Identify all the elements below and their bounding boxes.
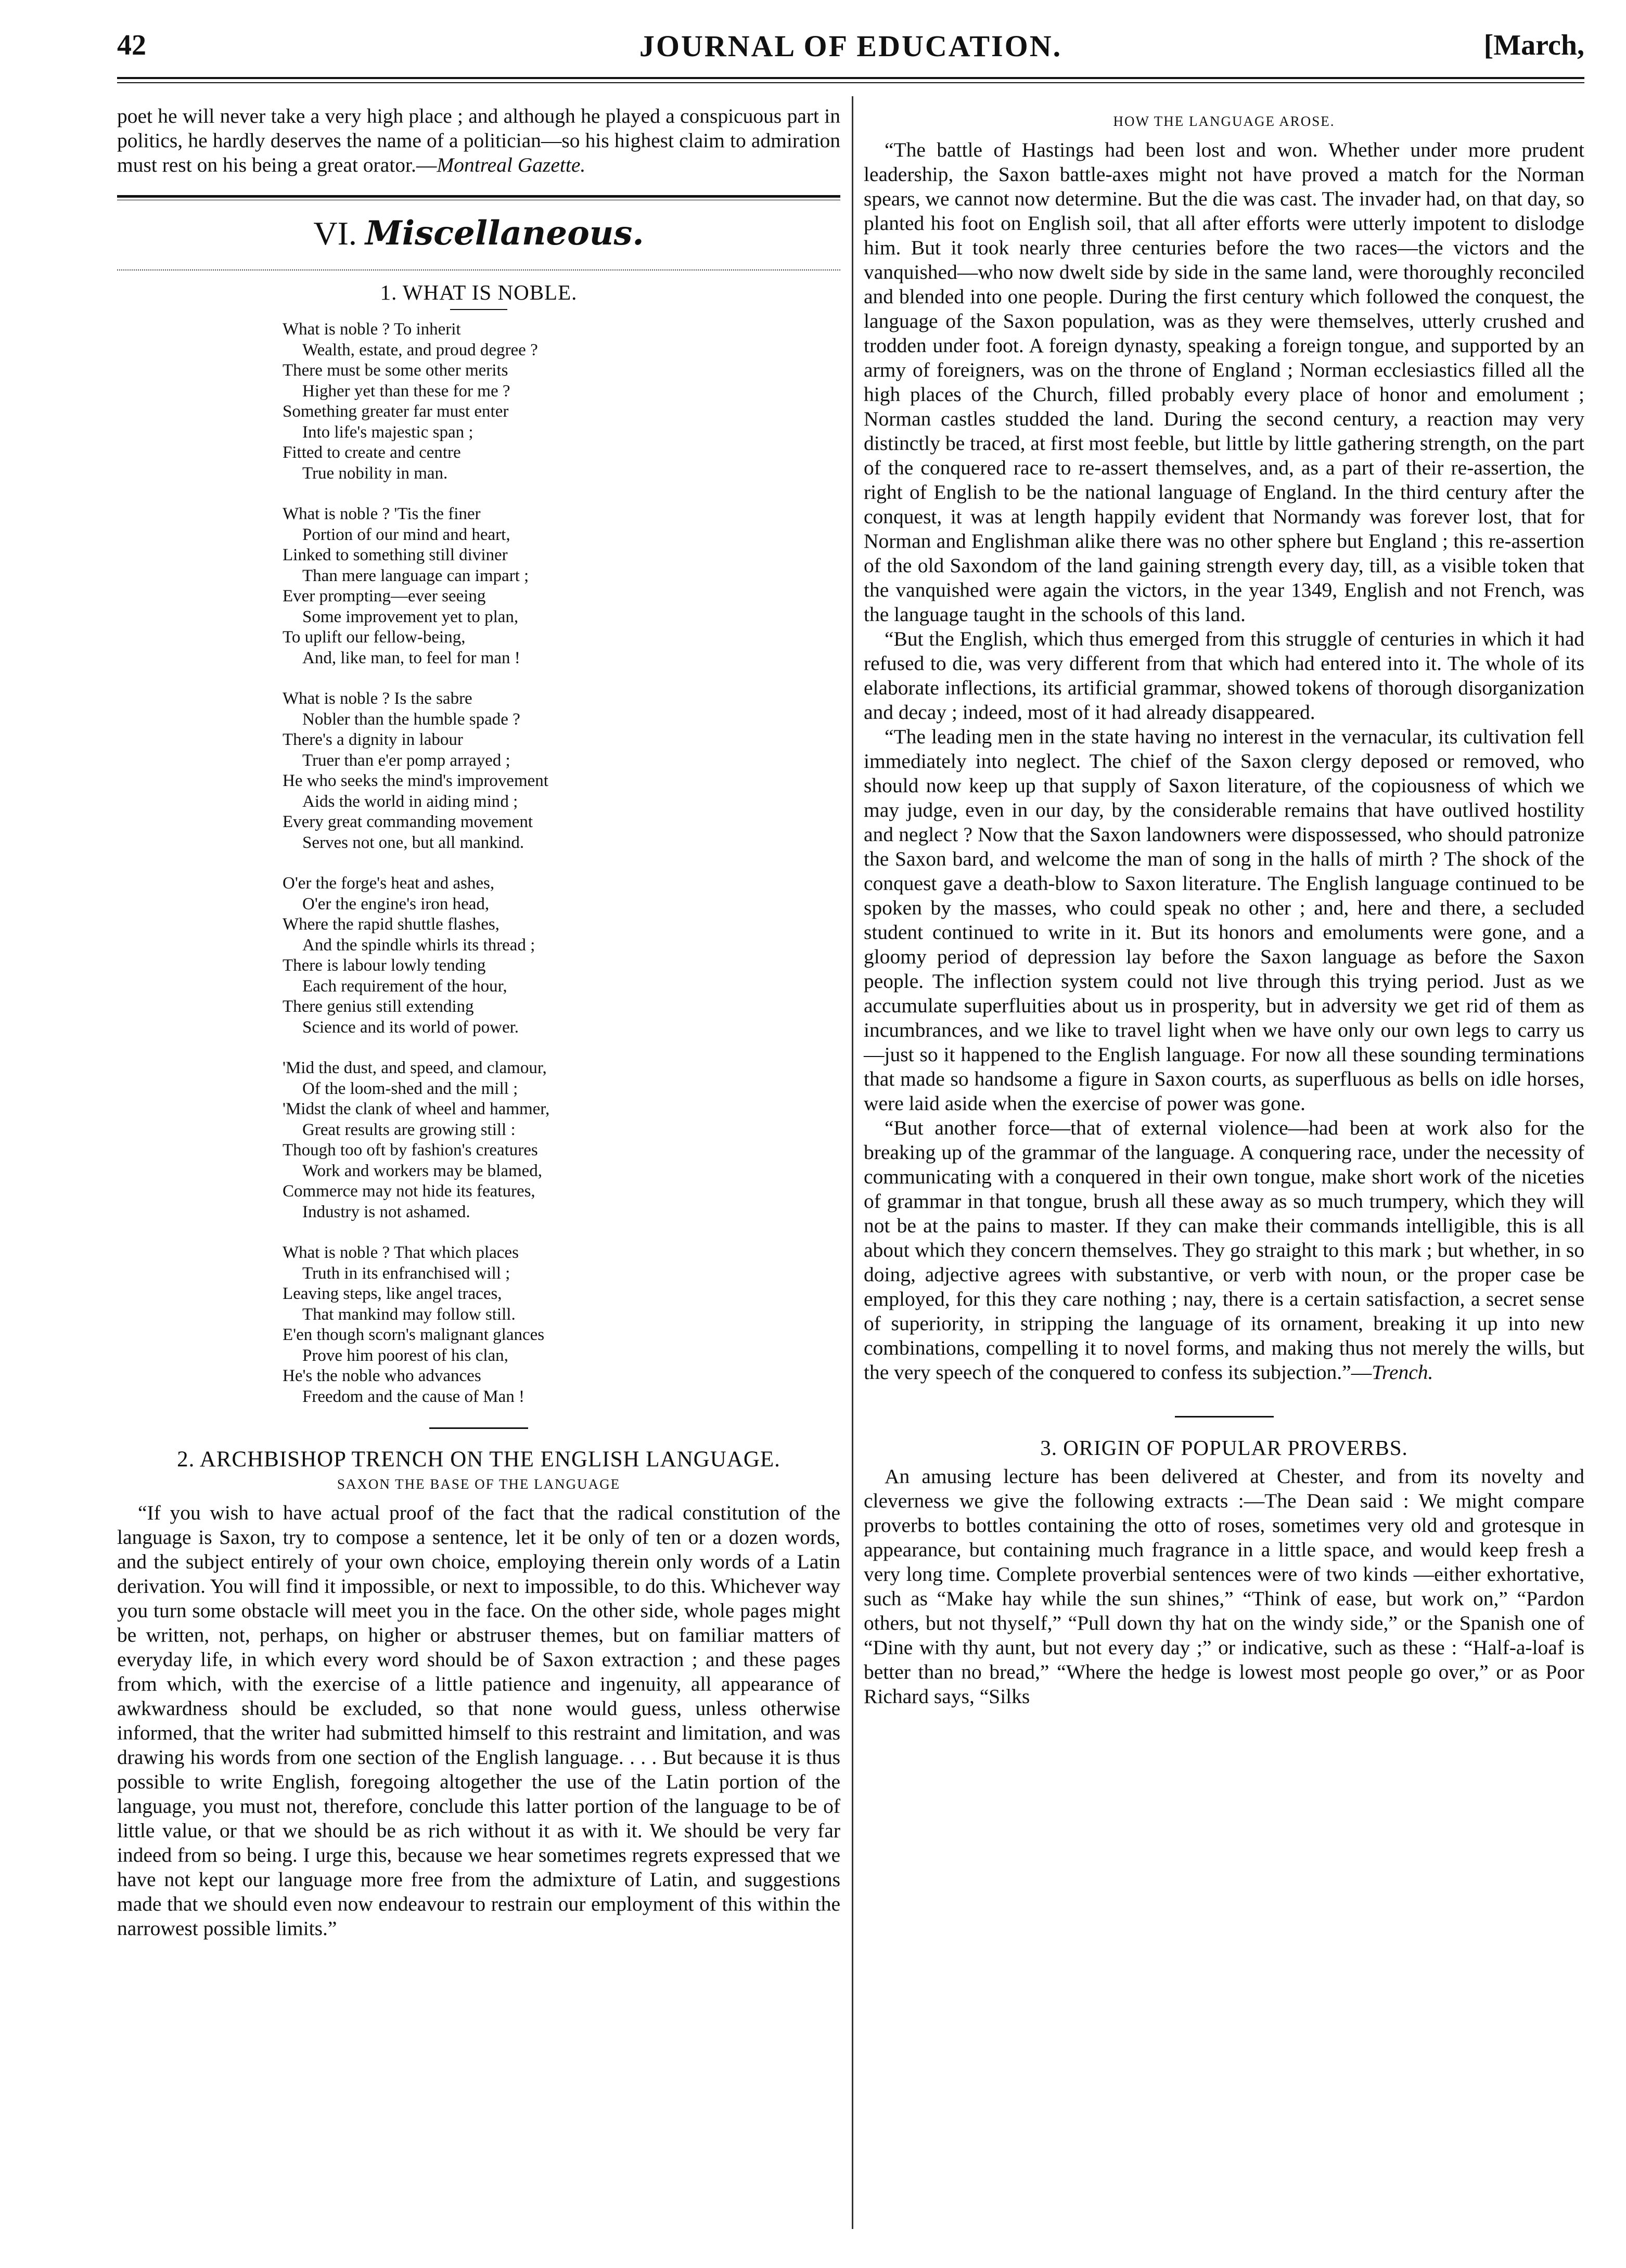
poem-line: He's the noble who advances [283,1367,481,1385]
poem-line: Commerce may not hide its features, [283,1182,535,1201]
section-heading [117,214,840,253]
poem-line: Portion of our mind and heart, [302,525,510,544]
poem-line: O'er the engine's iron head, [302,894,490,913]
right-column [864,104,1584,1709]
poem-line: Science and its world of power. [302,1017,519,1037]
paragraph-3: “The leading men in the state having no interest in the vernacular, its cultivation fell immediately into neglect. The chief of the Saxon clergy deposed or removed, who should now keep up that supply of Saxon literature, of the copiousness of which we may judge, even in our day, by the considerable remains that have outlived hostility and neglect ? Now that the Saxon landowners were dispossessed, who should patronize the Saxon bard, and welcome the man of song in the halls of mirth ? The shock of the conquest gave a death-blow to Saxon literature. The English language continued to be spoken by the masses, who could speak no other ; and, here and there, a secluded student continued to write in it. But its honors and emoluments were gone, and a gloomy period of depression lay before the Saxon language as before the Saxon people. The inflection system could not live through this trying period. Just as we accumulate superfluities about us in prosperity, but in adversity we get rid of them as incumbrances, and we like to travel light when we have only our own legs to carry us—just so it happened to the English language. For now all these sounding terminations that made so handsome a figure in Saxon courts, as superfluous as bells on idle horses, were laid aside when the exercise of power was gone. [864,725,1584,1115]
poem-line: Some improvement yet to plan, [302,607,519,626]
article-title-noble: 1. WHAT IS NOBLE. [380,280,578,304]
poem-stanza [283,1058,840,1222]
poem-stanza [283,873,840,1038]
poem-line: Industry is not ashamed. [302,1202,470,1221]
column-divider [852,96,853,2229]
poem-line: Wealth, estate, and proud degree ? [302,340,538,359]
poem-line: Nobler than the humble spade ? [302,710,520,729]
article-separator [1175,1416,1274,1417]
poem-line: Where the rapid shuttle flashes, [283,915,500,934]
page-header [117,29,1584,70]
poem-line: And, like man, to feel for man ! [302,648,520,667]
poem-line: Truer than e'er pomp arrayed ; [302,751,510,770]
poem-line: Linked to something still diviner [283,546,508,564]
poem-line: Of the loom-shed and the mill ; [302,1079,518,1098]
paragraph-4: “But another force—that of external violence—had been at work also for the breaking up of the grammar of the language. A conquering race, under the necessity of communicating with a conquered in their own tongue, make short work of the niceties of grammar in that tongue, brush all these away as so much trumpery, which they will not be at the pains to master. If they can make their commands intelligible, this is all about which they concern themselves. They go straight to this mark ; but whether, in so doing, adjective agrees with substantive, or verb with noun, or the proper case be employed, for this they care nothing ; nay, there is a certain satisfaction, a secret sense of superiority, in stripping the language of its ornament, breaking it up into new combinations, compelling it to novel forms, and making thus not merely the wills, but the very speech of the conquered to confess its subjection.”—Trench. [864,1116,1584,1384]
poem-stanza [283,319,840,484]
poem-stanza [283,1243,840,1407]
poem-line: Truth in its enfranchised will ; [302,1264,510,1283]
poem-line: E'en though scorn's malignant glances [283,1325,545,1344]
poem-line: What is noble ? 'Tis the finer [283,505,481,523]
poem-line: Into life's majestic span ; [302,422,473,442]
poem-line: There genius still extending [283,997,474,1016]
short-rule [450,309,507,310]
poem-line: True nobility in man. [302,463,448,483]
poem-line: There must be some other merits [283,361,508,380]
section-title: Miscellaneous. [365,214,644,253]
poem-stanza [283,689,840,853]
poem-line: Prove him poorest of his clan, [302,1346,508,1365]
poem-line: 'Mid the dust, and speed, and clamour, [283,1059,547,1077]
subsection-title: HOW THE LANGUAGE AROSE. [1113,113,1335,129]
article-title-trench: 2. ARCHBISHOP TRENCH ON THE ENGLISH LANGUAGE. [177,1447,780,1472]
article-title-proverbs: 3. ORIGIN OF POPULAR PROVERBS. [1040,1436,1408,1460]
proverbs-paragraph: An amusing lecture has been delivered at Chester, and from its novelty and cleverness we give the following extracts :—The Dean said : We might compare proverbs to bottles containing the otto of roses, sometimes very old and grotesque in appearance, but containing much fragrance in a little space, and would keep fresh a very long time. Complete proverbial sentences were of two kinds —either exhortative, such as “Make hay while the sun shines,” “Think of ease, but work on,” “Pardon others, but not thyself,” “Pull down thy hat on the windy side,” or the Spanish one of “Dine with thy aunt, but not every day ;” or indicative, such as these : “Half-a-loaf is better than no bread,” “Where the hedge is lowest most people go over,” or as Poor Richard says, “Silks [864,1465,1584,1708]
section-rule [117,195,840,200]
issue-month: [March, [1483,29,1584,61]
poem-line: Great results are growing still : [302,1120,516,1139]
article-separator [429,1427,528,1429]
left-column [117,104,840,1941]
page-number: 42 [117,29,146,61]
poem-line: What is noble ? Is the sabre [283,689,472,708]
poem-line: O'er the forge's heat and ashes, [283,874,495,893]
poem-line: Something greater far must enter [283,402,509,421]
header-rule [117,77,1584,83]
poem [283,319,840,1407]
poem-line: Ever prompting—ever seeing [283,587,486,605]
poem-line: He who seeks the mind's improvement [283,771,548,790]
paragraph-2: “But the English, which thus emerged from this struggle of centuries in which it had refused to die, was very different from that which had entered into it. The whole of its elaborate inflections, its artificial grammar, showed tokens of thorough disorganization and decay ; indeed, most of it had already disappeared. [864,627,1584,724]
poem-line: Each requirement of the hour, [302,976,507,996]
poem-stanza [283,504,840,668]
poem-line: To uplift our fellow-being, [283,628,466,647]
poem-line: And the spindle whirls its thread ; [302,935,535,955]
poem-line: There is labour lowly tending [283,956,486,975]
trench-paragraph: “If you wish to have actual proof of the fact that the radical constitution of the language is Saxon, try to compose a sentence, let it be only of ten or a dozen words, and the subject entirely of your own choice, employing therein only words of a Latin derivation. You will find it impossible, or next to impossible, to do this. Whichever way you turn some obstacle will meet you in the face. On the other side, whole pages might be written, not, perhaps, on higher or abstruser themes, but on familiar matters of everyday life, in which every word should be of Saxon extraction ; and these pages from which, with the exercise of a little patience and ingenuity, all appearance of awkwardness should be excluded, so that none would guess, unless otherwise informed, that the writer had submitted himself to this restraint and limitation, and was drawing his words from one section of the English language. . . . But because it is thus possible to write English, foregoing altogether the use of the Latin portion of the language, you must not, therefore, conclude this latter portion of the language to be of little value, or that we should be as rich without it as with it. We should be very far indeed from so being. I urge this, because we hear sometimes regrets expressed that we have not kept our language more free from the admixture of Latin, and suggestions made that we should even now endeavour to restrain our employment of this within the narrowest possible limits.” [117,1501,840,1940]
poem-line: Every great commanding movement [283,813,533,831]
poem-line: Work and workers may be blamed, [302,1161,543,1180]
ornamental-rule [117,262,840,270]
article-subtitle: SAXON THE BASE OF THE LANGUAGE [337,1476,621,1492]
poem-line: There's a dignity in labour [283,730,463,749]
poem-line: That mankind may follow still. [302,1305,516,1324]
poem-line: Than mere language can impart ; [302,566,529,585]
poem-line: 'Midst the clank of wheel and hammer, [283,1100,550,1118]
journal-title: JOURNAL OF EDUCATION. [639,29,1062,63]
poem-line: Freedom and the cause of Man ! [302,1387,525,1406]
poem-line: Higher yet than these for me ? [302,381,510,401]
paragraph-1: “The battle of Hastings had been lost and won. Whether under more prudent leadership, the Saxon battle-axes might not have proved a match for the Norman spears, we cannot now determine. But the die was cast. The invader had, on that day, so planted his foot on English soil, that all after efforts were utterly impotent to dislodge him. But it took nearly three centuries before the two races—the victors and the vanquished—who now dwelt side by side in the same land, were thoroughly reconciled and blended into one people. During the first century which followed the conquest, the language of the Saxon population, was as they were themselves, utterly crushed and trodden under foot. A foreign dynasty, speaking a foreign tongue, and supported by an army of foreigners, was on the throne of England ; Norman ecclesiastics filled all the high places of the Church, filled probably every place of honor and emolument ; Norman castles studded the land. During the second century, a reaction may very distinctly be traced, at first most feeble, but little by little gathering strength, on the part of the conquered race to re-assert themselves, and, as a part of their re-assertion, the right of English to be the national language of England. In the third century after the conquest, it was at length happily evident that Normandy was forever lost, that for Norman and Englishman alike there was no other sphere but England ; this re-assertion of the old Saxondom of the land gaining strength every day, till, as a visible token that the vanquished were again the victors, in the year 1349, English and not French, was the language taught in the schools of this land. [864,138,1584,626]
poem-line: What is noble ? To inherit [283,320,461,339]
poem-line: Though too oft by fashion's creatures [283,1141,538,1159]
poem-line: Aids the world in aiding mind ; [302,792,518,811]
trench-source: Trench. [1372,1361,1433,1384]
poem-line: What is noble ? That which places [283,1243,519,1262]
section-number: VI. [313,215,357,252]
poem-line: Leaving steps, like angel traces, [283,1284,502,1303]
intro-paragraph: poet he will never take a very high place ; and although he played a conspicuous part in politics, he hardly deserves the name of a politician—so his highest claim to admiration must rest on his being a great orator.—Montreal Gazette. [117,105,840,176]
poem-line: Fitted to create and centre [283,443,461,462]
intro-source: Montreal Gazette. [437,153,586,176]
poem-line: Serves not one, but all mankind. [302,833,524,852]
